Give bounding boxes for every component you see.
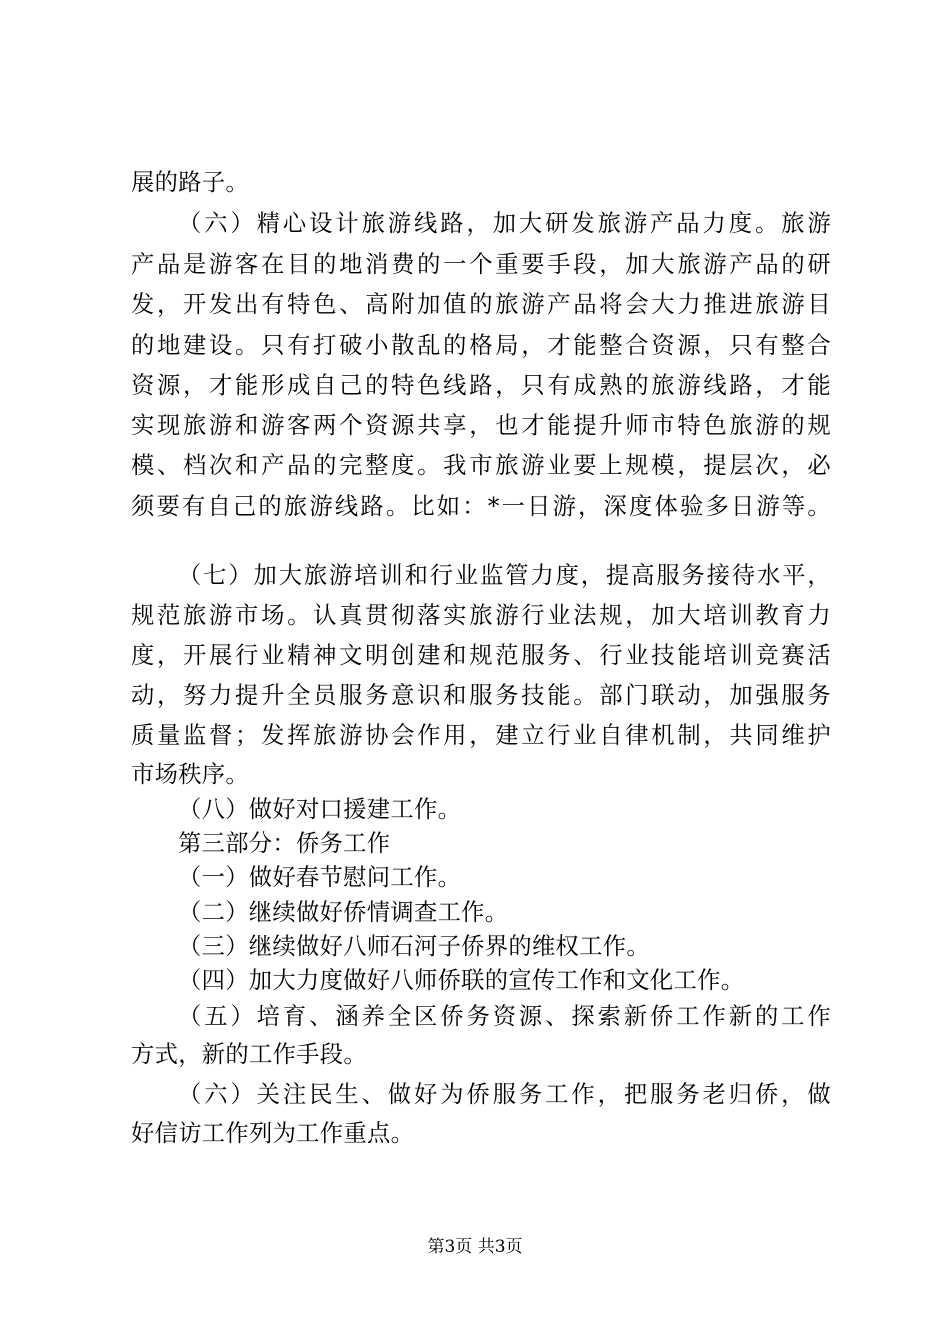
text-line: （六）精心设计旅游线路，加大研发旅游产品力度。旅游 <box>178 210 831 237</box>
page-number: 第3页 共3页 <box>427 1237 523 1257</box>
text-line: 度，开展行业精神文明创建和规范服务、行业技能培训竞赛活 <box>131 642 831 669</box>
text-line: （四）加大力度做好八师侨联的宣传工作和文化工作。 <box>178 967 745 994</box>
text-line: （七）加大旅游培训和行业监管力度，提高服务接待水平， <box>178 562 831 589</box>
text-line: 展的路子。 <box>131 169 249 196</box>
text-line: （五）培育、涵养全区侨务资源、探索新侨工作新的工作 <box>178 1003 831 1030</box>
text-line: 规范旅游市场。认真贯彻落实旅游行业法规，加大培训教育力 <box>131 602 831 629</box>
text-line: （六）关注民生、做好为侨服务工作，把服务老归侨，做 <box>178 1081 831 1108</box>
text-line: 方式，新的工作手段。 <box>131 1041 367 1068</box>
text-line: 资源，才能形成自己的特色线路，只有成熟的旅游线路，才能 <box>131 372 831 399</box>
text-line: 产品是游客在目的地消费的一个重要手段，加大旅游产品的研 <box>131 251 831 278</box>
text-line: 发，开发出有特色、高附加值的旅游产品将会大力推进旅游目 <box>131 291 831 318</box>
text-line: 质量监督；发挥旅游协会作用，建立行业自律机制，共同维护 <box>131 722 831 749</box>
section-heading: 第三部分：侨务工作 <box>178 830 391 857</box>
text-line: 须要有自己的旅游线路。比如：*一日游，深度体验多日游等。 <box>131 493 831 520</box>
text-line: （二）继续做好侨情调查工作。 <box>178 899 509 926</box>
text-line: （八）做好对口援建工作。 <box>178 796 462 823</box>
text-line: 模、档次和产品的完整度。我市旅游业要上规模，提层次，必 <box>131 452 831 479</box>
text-line: 动，努力提升全员服务意识和服务技能。部门联动，加强服务 <box>131 682 831 709</box>
text-line: 好信访工作列为工作重点。 <box>131 1120 415 1147</box>
text-line: 的地建设。只有打破小散乱的格局，才能整合资源，只有整合 <box>131 332 831 359</box>
text-line: 市场秩序。 <box>131 761 249 788</box>
text-line: （一）做好春节慰问工作。 <box>178 864 462 891</box>
text-line: （三）继续做好八师石河子侨界的维权工作。 <box>178 933 650 960</box>
text-line: 实现旅游和游客两个资源共享，也才能提升师市特色旅游的规 <box>131 412 831 439</box>
